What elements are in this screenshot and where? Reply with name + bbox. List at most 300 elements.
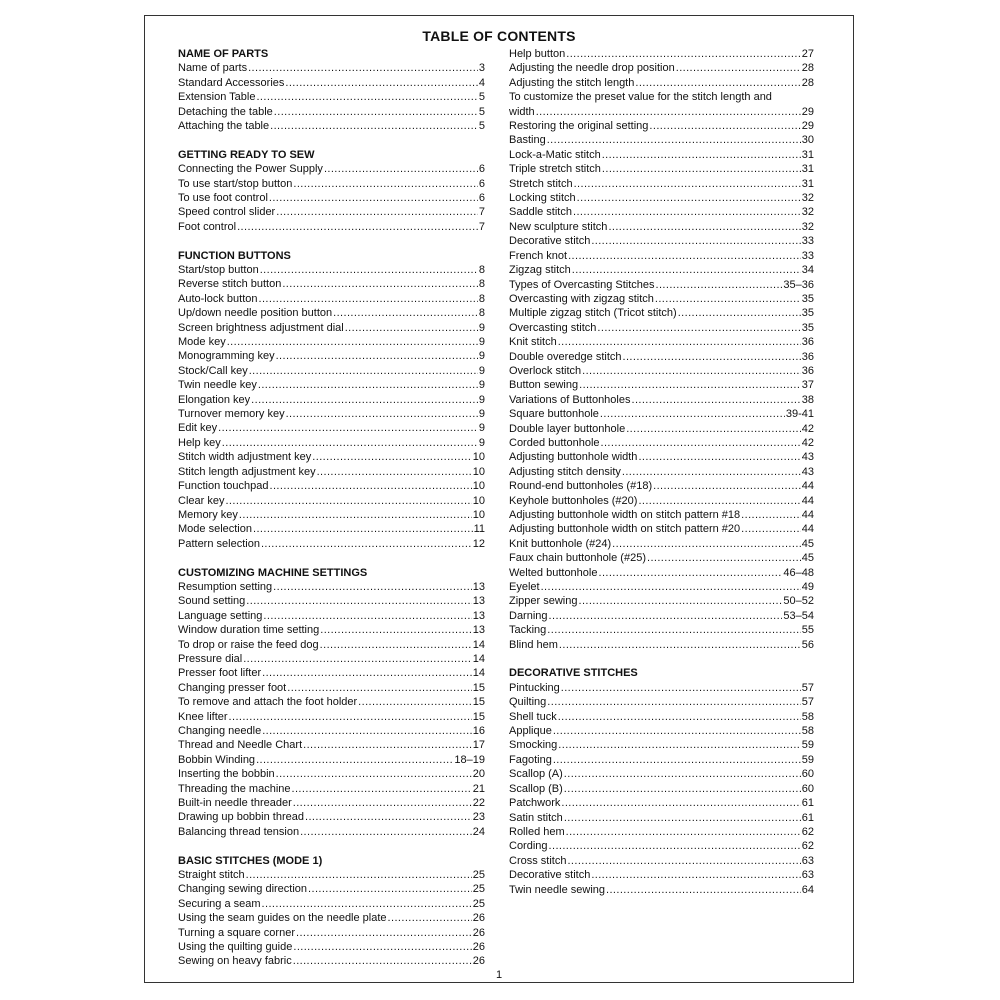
dot-leader	[741, 522, 801, 536]
toc-entry-page: 39-41	[785, 408, 814, 421]
toc-entry-title: Using the quilting guide	[178, 941, 293, 954]
toc-entry	[509, 537, 814, 551]
dot-leader	[553, 724, 801, 738]
toc-entry	[178, 767, 485, 781]
toc-entry	[178, 926, 485, 940]
toc-entry-page: 5	[478, 120, 485, 133]
dot-leader	[549, 609, 783, 623]
toc-entry-page: 58	[801, 710, 814, 723]
toc-entry	[509, 148, 814, 162]
toc-entry-title: Darning	[509, 609, 548, 622]
toc-entry-title: Attaching the table	[178, 120, 270, 133]
toc-entry	[178, 782, 485, 796]
toc-entry	[509, 220, 814, 234]
toc-entry-page: 5	[478, 91, 485, 104]
toc-entry	[509, 450, 814, 464]
toc-entry-page: 16	[472, 724, 485, 737]
toc-entry-title: Speed control slider	[178, 206, 276, 219]
toc-entry	[178, 321, 485, 335]
dot-leader	[549, 839, 801, 853]
dot-leader	[300, 825, 472, 839]
dot-leader	[296, 926, 472, 940]
dot-leader	[333, 306, 478, 320]
toc-entry-page: 58	[801, 725, 814, 738]
toc-entry-page: 9	[478, 364, 485, 377]
toc-entry-title: Mode key	[178, 336, 226, 349]
toc-section-name-of-parts	[178, 47, 485, 133]
toc-entry-title: Smocking	[509, 739, 558, 752]
toc-entry-title: Overcasting stitch	[509, 321, 597, 334]
toc-entry-title: Lock-a-Matic stitch	[509, 148, 601, 161]
dot-leader	[635, 76, 800, 90]
dot-leader	[239, 508, 472, 522]
toc-entry-page: 31	[801, 148, 814, 161]
toc-entry-page: 32	[801, 220, 814, 233]
dot-leader	[741, 508, 801, 522]
toc-entry-title: Adjusting the stitch length	[509, 76, 635, 89]
toc-entry-page: 35	[801, 321, 814, 334]
toc-entry-title: Applique	[509, 725, 552, 738]
toc-entry-page: 42	[801, 422, 814, 435]
dot-leader	[638, 494, 800, 508]
toc-entry-page: 24	[472, 825, 485, 838]
toc-entry	[509, 767, 814, 781]
toc-section-continued	[509, 47, 814, 652]
toc-entry-title: Decorative stitch	[509, 235, 591, 248]
dot-leader	[622, 465, 801, 479]
toc-entry	[178, 954, 485, 968]
toc-entry	[509, 883, 814, 897]
toc-section-customizing-machine-settings	[178, 566, 485, 840]
page-title: TABLE OF CONTENTS	[422, 28, 576, 44]
toc-entry	[178, 465, 485, 479]
toc-entry-title: Blind hem	[509, 638, 558, 651]
dot-leader	[270, 119, 478, 133]
toc-entry-page: 62	[801, 825, 814, 838]
dot-leader	[638, 450, 800, 464]
toc-entry-title: To use foot control	[178, 192, 268, 205]
toc-entry-title: Shell tuck	[509, 710, 557, 723]
toc-entry-title: Extension Table	[178, 91, 256, 104]
toc-entry-title: Help button	[509, 48, 566, 60]
toc-entry-title: Corded buttonhole	[509, 436, 600, 449]
toc-entry	[509, 407, 814, 421]
toc-entry-title: Locking stitch	[509, 192, 576, 205]
toc-entry-page: 7	[478, 206, 485, 219]
toc-entry-title: Inserting the bobbin	[178, 768, 275, 781]
toc-entry	[509, 422, 814, 436]
toc-entry	[509, 90, 814, 119]
dot-leader	[678, 306, 801, 320]
dot-leader	[249, 364, 478, 378]
toc-entry-page: 8	[478, 292, 485, 305]
toc-entry	[178, 90, 485, 104]
toc-entry-page: 60	[801, 782, 814, 795]
toc-entry-title: Bobbin Winding	[178, 753, 256, 766]
toc-entry-page: 23	[472, 811, 485, 824]
toc-entry-page: 26	[472, 912, 485, 925]
toc-entry-title: Standard Accessories	[178, 76, 285, 89]
toc-entry-page: 9	[478, 350, 485, 363]
toc-entry-page: 31	[801, 177, 814, 190]
dot-leader	[246, 868, 472, 882]
dot-leader	[598, 566, 782, 580]
dot-leader	[259, 292, 478, 306]
toc-entry-title: To customize the preset value for the stitch length and	[509, 91, 772, 104]
toc-entry-page: 14	[472, 638, 485, 651]
toc-entry-title: Pattern selection	[178, 537, 260, 550]
toc-entry	[178, 940, 485, 954]
toc-entry-title: Variations of Buttonholes	[509, 393, 631, 406]
toc-entry-title: Stretch stitch	[509, 177, 573, 190]
dot-leader	[256, 753, 453, 767]
toc-entry-page: 63	[801, 869, 814, 882]
toc-entry	[509, 278, 814, 292]
toc-entry-title: Knee lifter	[178, 710, 228, 723]
toc-entry-page: 15	[472, 710, 485, 723]
toc-entry	[509, 825, 814, 839]
dot-leader	[225, 494, 471, 508]
toc-entry-title: Decorative stitch	[509, 869, 591, 882]
dot-leader	[269, 191, 478, 205]
dot-leader	[303, 738, 472, 752]
toc-entry-page: 64	[801, 883, 814, 896]
dot-leader	[655, 292, 801, 306]
toc-entry	[178, 61, 485, 75]
toc-entry-page: 6	[478, 163, 485, 176]
toc-entry	[509, 133, 814, 147]
toc-entry-title: Satin stitch	[509, 811, 563, 824]
dot-leader	[608, 220, 800, 234]
toc-entry-title: Faux chain buttonhole (#25)	[509, 552, 646, 565]
toc-entry-title: Zigzag stitch	[509, 264, 571, 277]
toc-entry	[178, 277, 485, 291]
toc-entry-title: Memory key	[178, 508, 238, 521]
toc-entry-page: 31	[801, 163, 814, 176]
dot-leader	[559, 638, 801, 652]
dot-leader	[276, 767, 472, 781]
toc-entry	[509, 350, 814, 364]
toc-entry-page: 4	[478, 76, 485, 89]
toc-entry-page: 44	[801, 480, 814, 493]
toc-entry-page: 26	[472, 941, 485, 954]
toc-entry	[178, 882, 485, 896]
toc-entry	[509, 436, 814, 450]
toc-entry	[509, 839, 814, 853]
toc-entry	[509, 393, 814, 407]
toc-entry-page: 13	[472, 595, 485, 608]
toc-entry-title: Square buttonhole	[509, 408, 599, 421]
toc-entry	[178, 421, 485, 435]
toc-entry-page: 43	[801, 451, 814, 464]
toc-entry-page: 32	[801, 206, 814, 219]
toc-entry-title: Twin needle key	[178, 379, 257, 392]
toc-entry-title: Name of parts	[178, 62, 248, 75]
toc-entry	[509, 811, 814, 825]
section-heading: FUNCTION BUTTONS	[178, 249, 291, 262]
toc-entry	[509, 378, 814, 392]
toc-section-basic-stitches-mode-1	[178, 854, 485, 969]
toc-right-column	[509, 47, 814, 897]
section-heading: CUSTOMIZING MACHINE SETTINGS	[178, 566, 368, 579]
toc-entry	[178, 810, 485, 824]
toc-entry-page: 29	[801, 105, 814, 118]
dot-leader	[276, 349, 478, 363]
dot-leader	[305, 810, 472, 824]
dot-leader	[262, 666, 472, 680]
toc-entry-page: 28	[801, 62, 814, 75]
toc-entry	[178, 911, 485, 925]
dot-leader	[270, 479, 472, 493]
toc-entry-title: Cross stitch	[509, 854, 567, 867]
toc-entry-title: Securing a seam	[178, 897, 261, 910]
toc-entry-page: 12	[472, 537, 485, 550]
dot-leader	[263, 609, 471, 623]
toc-entry-title: Thread and Needle Chart	[178, 739, 303, 752]
toc-entry-title: Stock/Call key	[178, 364, 248, 377]
toc-entry	[509, 191, 814, 205]
toc-entry-page: 46–48	[783, 566, 814, 579]
dot-leader	[227, 335, 478, 349]
dot-leader	[649, 119, 800, 133]
toc-entry	[178, 710, 485, 724]
dot-leader	[647, 551, 801, 565]
toc-entry-title: Triple stretch stitch	[509, 163, 601, 176]
toc-entry-page: 13	[472, 609, 485, 622]
toc-entry-title: Reverse stitch button	[178, 278, 282, 291]
toc-entry-title: Button sewing	[509, 379, 579, 392]
toc-entry	[509, 321, 814, 335]
toc-entry-page: 60	[801, 768, 814, 781]
toc-entry-title: Built-in needle threader	[178, 797, 292, 810]
toc-entry	[178, 105, 485, 119]
toc-entry	[178, 738, 485, 752]
dot-leader	[388, 911, 472, 925]
toc-entry-page: 59	[801, 753, 814, 766]
toc-entry-title: Stitch width adjustment key	[178, 451, 312, 464]
dot-leader	[578, 594, 782, 608]
toc-entry-title: Auto-lock button	[178, 292, 258, 305]
toc-entry-page: 13	[472, 624, 485, 637]
document-page	[144, 15, 854, 983]
toc-entry-page: 6	[478, 192, 485, 205]
dot-leader	[253, 522, 473, 536]
toc-entry-title: Window duration time setting	[178, 624, 320, 637]
toc-entry	[509, 695, 814, 709]
toc-entry	[178, 753, 485, 767]
toc-entry-title: Rolled hem	[509, 825, 565, 838]
toc-entry-page: 61	[801, 797, 814, 810]
toc-entry-page: 9	[478, 422, 485, 435]
toc-entry-page: 56	[801, 638, 814, 651]
toc-entry-page: 9	[478, 408, 485, 421]
toc-left-column	[178, 47, 485, 969]
toc-entry-title: Using the seam guides on the needle plate	[178, 912, 387, 925]
toc-entry	[178, 724, 485, 738]
toc-entry	[509, 508, 814, 522]
toc-entry	[178, 796, 485, 810]
toc-entry-page: 34	[801, 264, 814, 277]
dot-leader	[564, 767, 801, 781]
toc-entry	[509, 738, 814, 752]
dot-leader	[631, 393, 800, 407]
dot-leader	[312, 450, 471, 464]
toc-entry-title: Knit buttonhole (#24)	[509, 537, 612, 550]
toc-entry-page: 59	[801, 739, 814, 752]
toc-entry-title: Edit key	[178, 422, 218, 435]
toc-entry	[178, 177, 485, 191]
toc-entry-title: Help key	[178, 436, 221, 449]
toc-entry-page: 44	[801, 523, 814, 536]
dot-leader	[656, 278, 783, 292]
toc-entry-title: Drawing up bobbin thread	[178, 811, 304, 824]
dot-leader	[229, 710, 472, 724]
toc-entry-page: 35	[801, 292, 814, 305]
toc-entry-page: 44	[801, 509, 814, 521]
toc-entry	[178, 76, 485, 90]
toc-entry-title: Sound setting	[178, 595, 246, 608]
toc-entry-page: 30	[801, 134, 814, 147]
toc-entry-page: 27	[801, 48, 814, 60]
toc-entry	[178, 508, 485, 522]
toc-entry-page: 61	[801, 811, 814, 824]
dot-leader	[561, 681, 801, 695]
toc-entry-page: 43	[801, 465, 814, 478]
toc-entry	[178, 623, 485, 637]
toc-entry-page: 6	[478, 177, 485, 190]
toc-entry-title: Changing sewing direction	[178, 883, 308, 896]
dot-leader	[676, 61, 801, 75]
toc-entry-title: Screen brightness adjustment dial	[178, 321, 344, 334]
toc-entry	[178, 494, 485, 508]
toc-entry-page: 50–52	[783, 595, 814, 608]
toc-entry-page: 5	[478, 105, 485, 118]
toc-entry-title: Balancing thread tension	[178, 825, 300, 838]
toc-entry-title: Twin needle sewing	[509, 883, 606, 896]
toc-entry-page: 44	[801, 494, 814, 507]
toc-entry	[178, 522, 485, 536]
toc-entry-title: Keyhole buttonholes (#20)	[509, 494, 638, 507]
toc-entry-title: Quilting	[509, 696, 547, 709]
toc-entry	[178, 335, 485, 349]
toc-entry	[509, 753, 814, 767]
toc-entry	[178, 638, 485, 652]
toc-entry-page: 49	[801, 581, 814, 594]
dot-leader	[286, 407, 478, 421]
toc-entry-title: Welted buttonhole	[509, 566, 598, 579]
toc-entry-title: Basting	[509, 134, 546, 147]
toc-entry	[509, 162, 814, 176]
toc-entry	[178, 205, 485, 219]
dot-leader	[218, 421, 478, 435]
toc-entry-page: 36	[801, 364, 814, 377]
toc-entry	[509, 566, 814, 580]
toc-entry-title: Turning a square corner	[178, 926, 295, 939]
toc-entry	[509, 119, 814, 133]
toc-entry-page: 33	[801, 235, 814, 248]
dot-leader	[558, 335, 801, 349]
toc-entry-page: 55	[801, 624, 814, 637]
toc-entry	[178, 220, 485, 234]
dot-leader	[653, 479, 801, 493]
dot-leader	[287, 681, 472, 695]
dot-leader	[606, 883, 801, 897]
toc-entry-title: To drop or raise the feed dog	[178, 638, 319, 651]
dot-leader	[626, 422, 801, 436]
toc-entry-title: Overcasting with zigzag stitch	[509, 292, 654, 305]
dot-leader	[602, 162, 801, 176]
toc-entry	[509, 263, 814, 277]
dot-leader	[251, 393, 478, 407]
dot-leader	[577, 191, 801, 205]
toc-entry-title: Double overedge stitch	[509, 350, 622, 363]
dot-leader	[293, 796, 472, 810]
toc-entry-title: Eyelet	[509, 581, 540, 594]
dot-leader	[262, 897, 472, 911]
toc-entry-title: Double layer buttonhole	[509, 422, 626, 435]
dot-leader	[282, 277, 478, 291]
toc-entry-title: Up/down needle position button	[178, 307, 333, 320]
toc-entry-page: 9	[478, 321, 485, 334]
toc-entry	[509, 796, 814, 810]
toc-entry-page: 11	[473, 523, 485, 536]
toc-section-function-buttons	[178, 249, 485, 552]
toc-entry	[509, 61, 814, 75]
toc-entry-page: 38	[801, 393, 814, 406]
toc-entry	[509, 479, 814, 493]
dot-leader	[591, 234, 800, 248]
toc-entry-title: Start/stop button	[178, 264, 259, 277]
dot-leader	[574, 177, 801, 191]
dot-leader	[558, 738, 800, 752]
dot-leader	[564, 782, 801, 796]
toc-entry-title: French knot	[509, 249, 568, 262]
toc-entry-page: 26	[472, 955, 485, 968]
toc-entry-title: Changing needle	[178, 724, 262, 737]
page-number: 1	[495, 969, 503, 981]
dot-leader	[258, 378, 478, 392]
toc-entry	[509, 551, 814, 565]
toc-entry	[178, 450, 485, 464]
toc-entry-page: 21	[472, 782, 485, 795]
toc-entry-page: 22	[472, 797, 485, 810]
toc-entry-page: 45	[801, 552, 814, 565]
toc-entry-page: 14	[472, 667, 485, 680]
toc-entry-title: Tacking	[509, 624, 547, 637]
toc-entry	[178, 407, 485, 421]
toc-entry-title: Changing presser foot	[178, 681, 287, 694]
dot-leader	[597, 321, 800, 335]
toc-entry-page: 57	[801, 681, 814, 694]
toc-entry	[509, 681, 814, 695]
toc-entry-title: Language setting	[178, 609, 263, 622]
toc-entry-title: Mode selection	[178, 523, 252, 536]
toc-entry-title: Straight stitch	[178, 869, 245, 882]
toc-entry	[509, 724, 814, 738]
dot-leader	[276, 205, 478, 219]
toc-entry	[509, 205, 814, 219]
toc-entry-page: 8	[478, 278, 485, 291]
dot-leader	[566, 825, 801, 839]
toc-entry-page: 20	[472, 768, 485, 781]
dot-leader	[612, 537, 801, 551]
dot-leader	[358, 695, 472, 709]
dot-leader	[567, 854, 800, 868]
toc-entry	[509, 868, 814, 882]
dot-leader	[564, 811, 801, 825]
dot-leader	[292, 782, 472, 796]
toc-entry-title: Scallop (B)	[509, 782, 563, 795]
